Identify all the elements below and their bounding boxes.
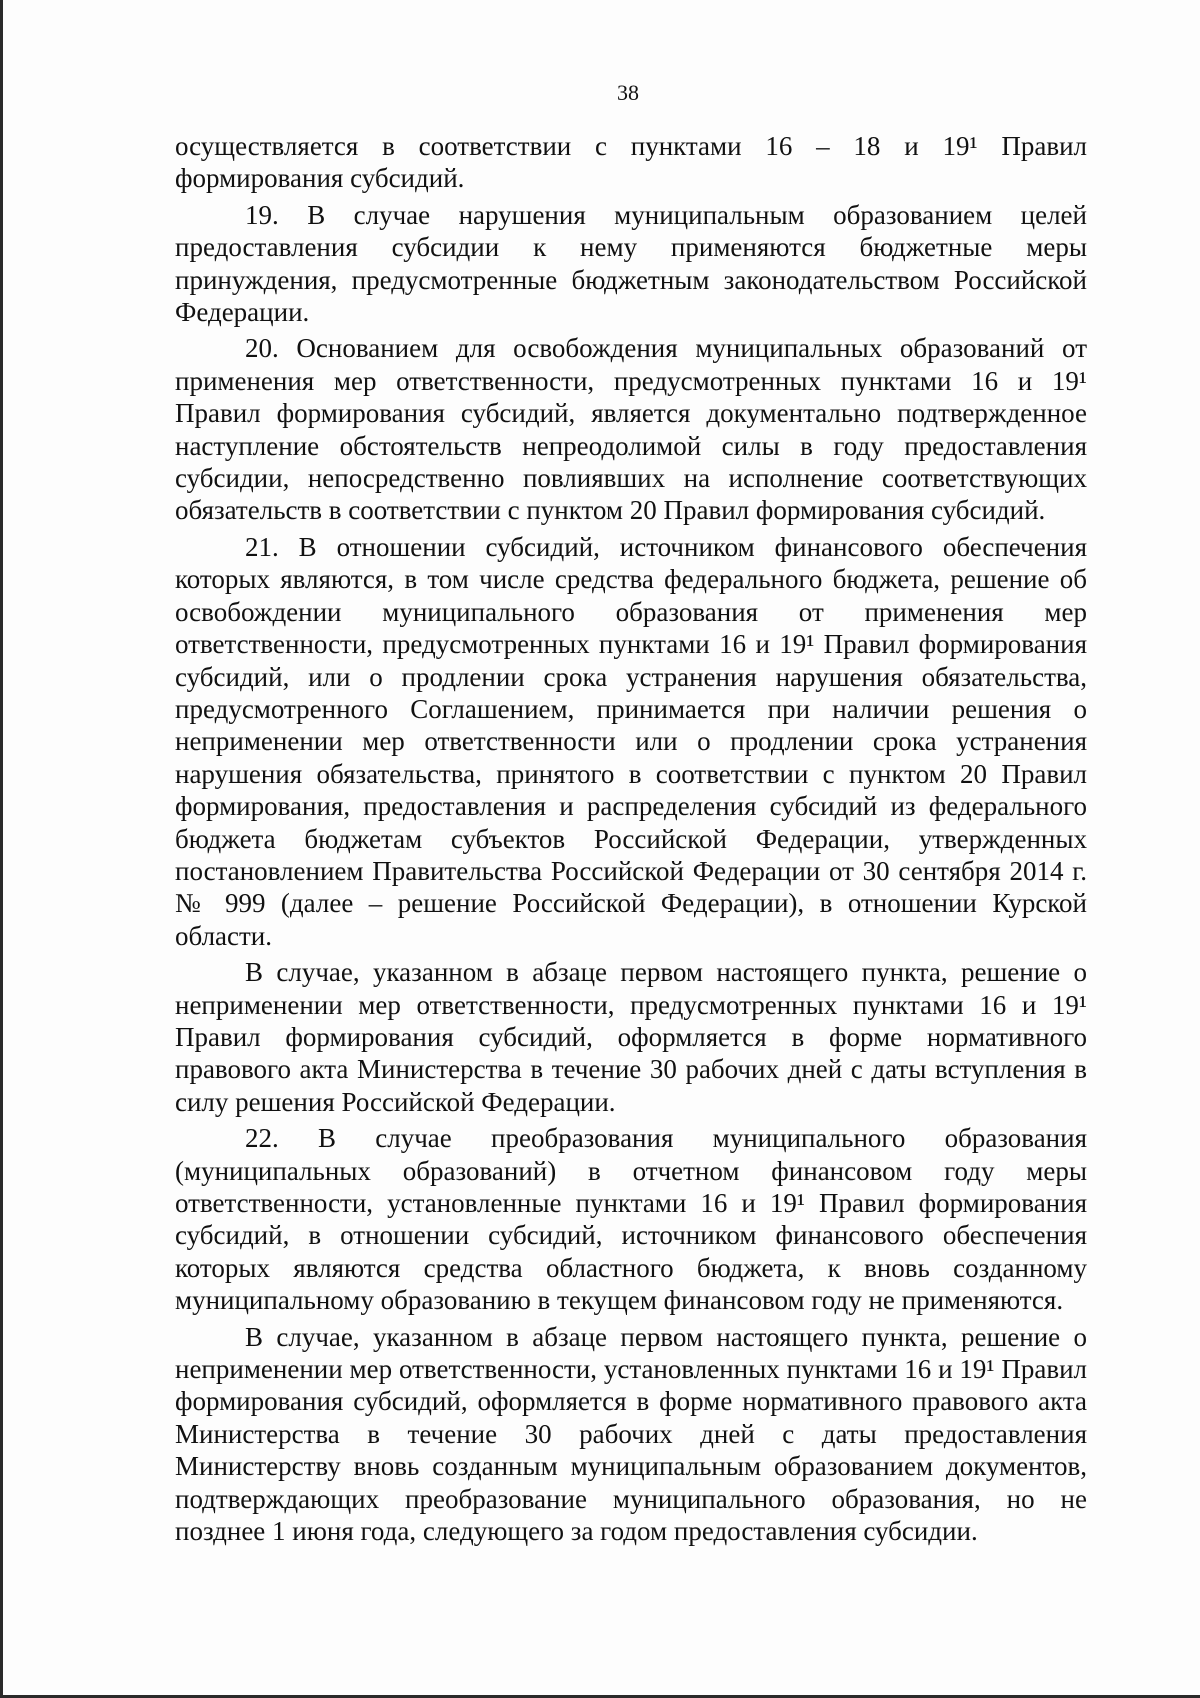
paragraph-item-21-second: В случае, указанном в абзаце первом настоящего пункта, решение о неприменении мер ответственности, предусмотренных пунктами 16 и 19¹ Правил формирования субсидий, оформляется в форме нормативного правового акта Министерства в течение 30 рабочих дней с даты вступления в силу решения Российской Федерации. <box>175 957 1087 1117</box>
paragraph-continuation: осуществляется в соответствии с пунктами 16 – 18 и 19¹ Правил формирования субсидий. <box>175 131 1087 194</box>
document-body <box>175 130 1087 1551</box>
paragraph-item-22: 22. В случае преобразования муниципального образования (муниципальных образований) в отчетном финансовом году меры ответственности, установленные пунктами 16 и 19¹ Правил формирования субсидий, в отношении субсидий, источником финансового обеспечения которых являются средства областного бюджета, к вновь созданному муниципальному образованию в текущем финансовом году не применяются. <box>175 1123 1087 1316</box>
paragraph-item-20: 20. Основанием для освобождения муниципальных образований от применения мер ответственности, предусмотренных пунктами 16 и 19¹ Правил формирования субсидий, является документально подтвержденное наступление обстоятельств непреодолимой силы в году предоставления субсидии, непосредственно повлиявших на исполнение соответствующих обязательств в соответствии с пунктом 20 Правил формирования субсидий. <box>175 333 1087 526</box>
paragraph-item-19: 19. В случае нарушения муниципальным образованием целей предоставления субсидии к нему применяются бюджетные меры принуждения, предусмотренные бюджетным законодательством Российской Федерации. <box>175 199 1087 328</box>
paragraph-item-22-second: В случае, указанном в абзаце первом настоящего пункта, решение о неприменении мер ответственности, установленных пунктами 16 и 19¹ Правил формирования субсидий, оформляется в форме нормативного правового акта Министерства в течение 30 рабочих дней с даты предоставления Министерству вновь созданным муниципальным образованием документов, подтверждающих преобразование муниципального образования, но не позднее 1 июня года, следующего за годом предоставления субсидии. <box>175 1321 1087 1547</box>
page-number: 38 <box>617 80 639 105</box>
paragraph-item-21: 21. В отношении субсидий, источником финансового обеспечения которых являются, в том числе средства федерального бюджета, решение об освобождении муниципального образования от применения мер ответственности, предусмотренных пунктами 16 и 19¹ Правил формирования субсидий, или о продлении срока устранения нарушения обязательства, предусмотренного Соглашением, принимается при наличии решения о неприменении мер ответственности или о продлении срока устранения нарушения обязательства, принятого в соответствии с пунктом 20 Правил формирования, предоставления и распределения субсидий из федерального бюджета бюджетам субъектов Российской Федерации, утвержденных постановлением Правительства Российской Федерации от 30 сентября 2014 г. № 999 (далее – решение Российской Федерации), в отношении Курской области. <box>175 531 1087 951</box>
